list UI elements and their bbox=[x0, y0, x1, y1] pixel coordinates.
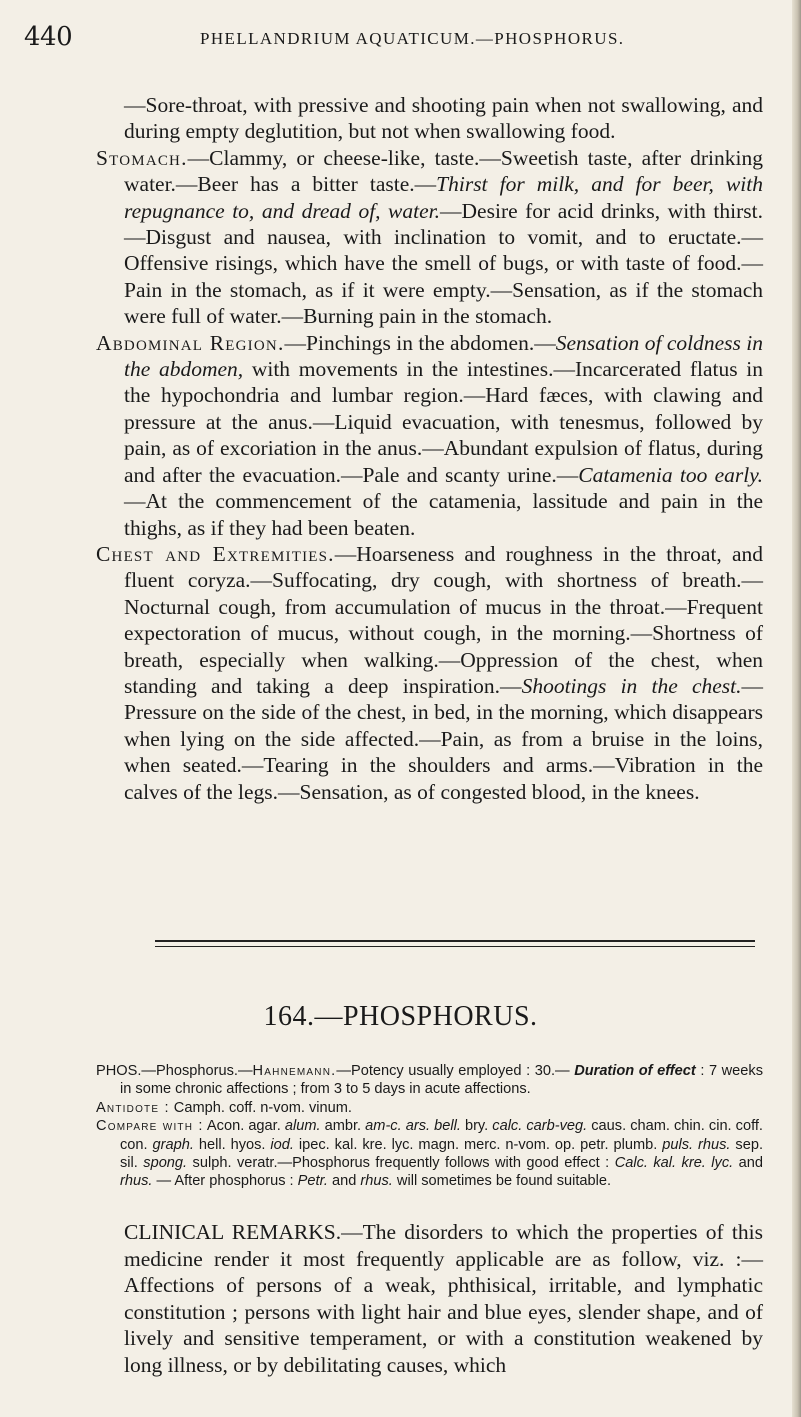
phos-paragraph: PHOS.—Phosphorus.—Hahnemann.—Potency usually employed : 30.— Duration of effect : 7 weeks in some chronic affections ; from 3 to 5 days in acute affections. bbox=[96, 1063, 764, 1098]
antidote-paragraph: Antidote : Camph. coff. n-vom. vinum. bbox=[96, 1099, 352, 1116]
phellandrium-text bbox=[96, 92, 763, 805]
clinical-remarks bbox=[96, 1219, 763, 1379]
page-number: 440 bbox=[24, 22, 73, 52]
stomach-paragraph: Stomach.—Clammy, or cheese-like, taste.—Sweetish taste, after drinking water.—Beer has a bitter taste.—Thirst for milk, and for beer, with repugnance to, and dread of, water.—Desire for acid drinks, with thirst.—Disgust and nausea, with inclination to vomit, and to eructate.—Offensive risings, which have the smell of bugs, or with taste of food.—Pain in the stomach, as if it were empty.—Sensation, as if the stomach were full of water.—Burning pain in the stomach. bbox=[96, 145, 763, 329]
antidote-label: Antidote : bbox=[96, 1099, 170, 1116]
running-head: PHELLANDRIUM AQUATICUM.—PHOSPHORUS. bbox=[200, 29, 625, 48]
chest-paragraph: Chest and Extremities.—Hoarseness and roughness in the throat, and fluent coryza.—Suffocating, dry cough, with shortness of breath.—Nocturnal cough, from accumulation of mucus in the throat.—Frequent expectoration of mucus, without cough, in the morning.—Shortness of breath, especially when walking.—Oppression of the chest, when standing and taking a deep inspiration.—Shootings in the chest.—Pressure on the side of the chest, in bed, in the morning, which disappears when lying on the side affected.—Pain, as from a bruise in the loins, when seated.—Tearing in the shoulders and arms.—Vibration in the calves of the legs.—Sensation, as of congested blood, in the knees. bbox=[96, 541, 764, 804]
clinical-paragraph: CLINICAL REMARKS.—The disorders to which the properties of this medicine render it most frequently applicable are as follow, viz. :—Affections of persons of a weak, phthisical, irritable, and lymphatic constitution ; persons with light hair and blue eyes, slender shape, and of lively and sensitive temperament, or with a constitution weakened by long illness, or by debilitating causes, which bbox=[124, 1220, 763, 1377]
page-edge bbox=[792, 0, 801, 1417]
compare-paragraph: Compare with : Acon. agar. alum. ambr. am-c. ars. bell. bry. calc. carb-veg. caus. cham. chin. cin. coff. con. graph. hell. hyos. iod. ipec. kal. kre. lyc. magn. merc. n-vom. op. petr. plumb. puls. rhus. sep. sil. spong. sulph. veratr.—Phosphorus frequently follows with good effect : Calc. kal. kre. lyc. and rhus. — After phosphorus : Petr. and rhus. will sometimes be found suitable. bbox=[96, 1118, 763, 1190]
section-divider bbox=[155, 940, 755, 947]
page-header bbox=[24, 18, 771, 58]
section-heading: 164.—PHOSPHORUS. bbox=[263, 1001, 538, 1032]
chest-label: Chest and Extremities. bbox=[96, 541, 335, 566]
sore-throat-paragraph: —Sore-throat, with pressive and shooting pain when not swallowing, and during empty deglutition, but not when swallowing food. bbox=[124, 93, 763, 144]
compare-label: Compare with : bbox=[96, 1118, 204, 1135]
abdominal-paragraph: Abdominal Region.—Pinchings in the abdomen.—Sensation of coldness in the abdomen, with movements in the intestines.—Incarcerated flatus in the hypochondria and lumbar region.—Hard fæces, with clawing and pressure at the anus.—Liquid evacuation, with tenesmus, followed by pain, as of excoriation in the anus.—Abundant expulsion of flatus, during and after the evacuation.—Pale and scanty urine.—Catamenia too early.—At the commencement of the catamenia, lassitude and pain in the thighs, as if they had been beaten. bbox=[96, 330, 763, 540]
abdominal-label: Abdominal Region. bbox=[96, 330, 285, 355]
stomach-label: Stomach. bbox=[96, 145, 188, 170]
clinical-label: CLINICAL REMARKS. bbox=[124, 1220, 342, 1244]
remedy-notes bbox=[96, 1062, 763, 1191]
